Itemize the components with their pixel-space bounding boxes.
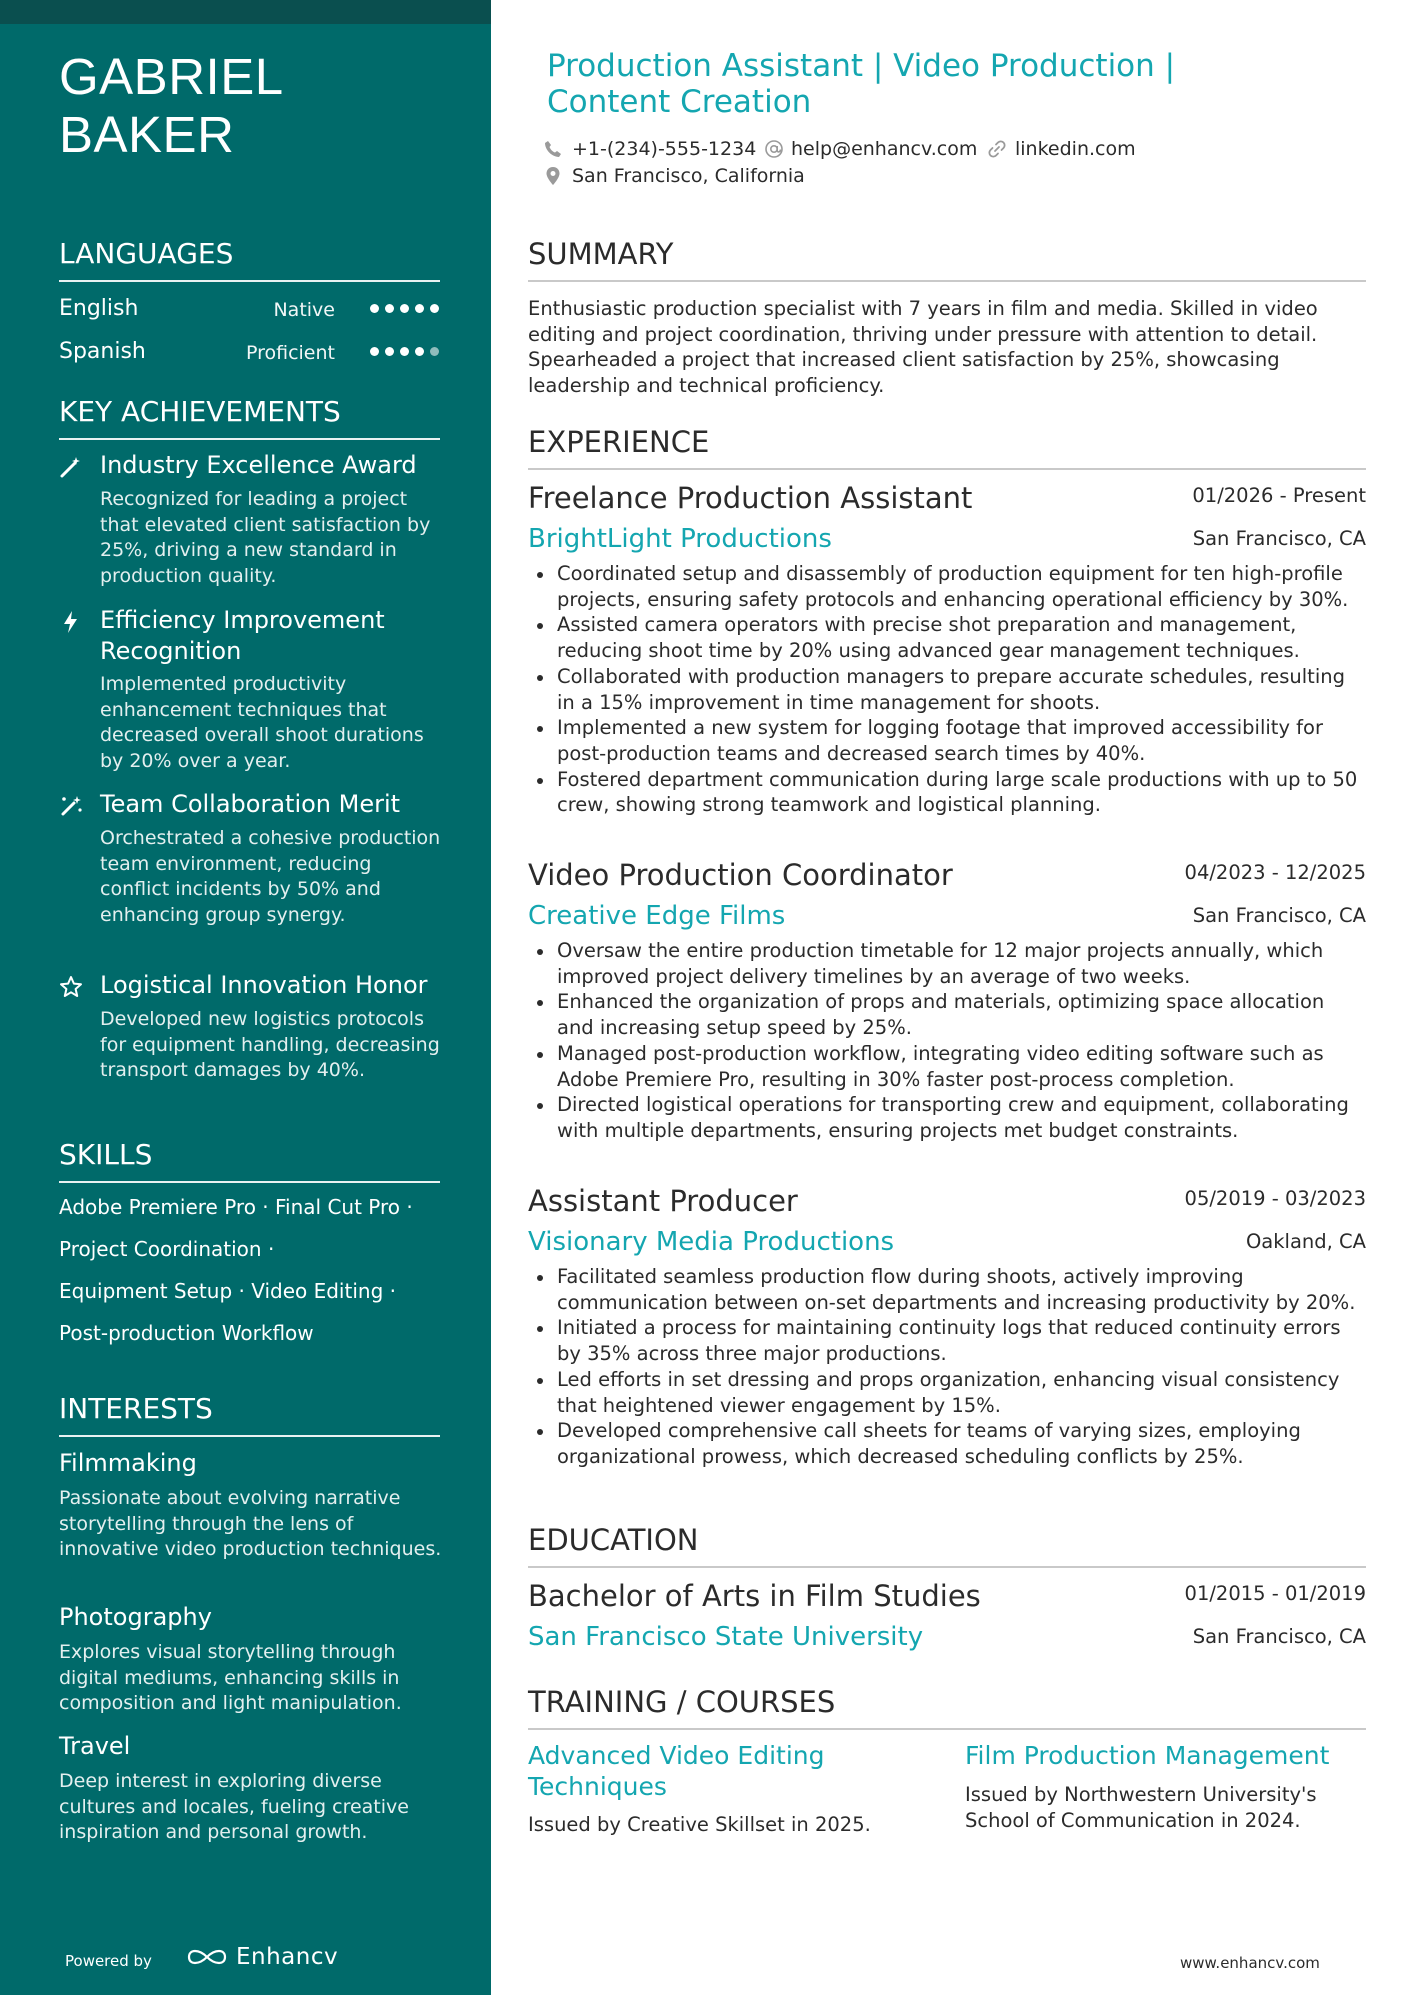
languages-heading: LANGUAGES xyxy=(59,236,440,282)
proficiency-dot-filled xyxy=(430,304,439,313)
course-description: Issued by Creative Skillset in 2025. xyxy=(528,1813,871,1836)
headline: Production Assistant | Video Production | Content Creation xyxy=(547,48,1176,120)
link-icon xyxy=(987,139,1007,159)
location: San Francisco, California xyxy=(572,165,805,187)
proficiency-dots xyxy=(370,304,440,314)
achievements-heading: KEY ACHIEVEMENTS xyxy=(59,394,440,440)
skills-line: Project Coordination · xyxy=(59,1237,275,1261)
job-title: Video Production Coordinator xyxy=(528,858,953,892)
language-item xyxy=(59,337,440,367)
proficiency-dot-filled xyxy=(400,347,409,356)
enhancv-brand: Enhancv xyxy=(236,1944,339,1970)
skills-line: Post-production Workflow xyxy=(59,1321,314,1345)
education-location: San Francisco, CA xyxy=(1192,1625,1366,1648)
summary-heading: SUMMARY xyxy=(528,236,1366,282)
job-dates: 04/2023 - 12/2025 xyxy=(1184,861,1366,884)
language-level: Proficient xyxy=(245,342,335,364)
job-title: Freelance Production Assistant xyxy=(528,481,973,515)
enhancv-logo-icon xyxy=(186,1944,228,1970)
achievement-description: Implemented productivity enhancement techniques that decreased overall shoot durations by 20% over a year. xyxy=(100,673,424,772)
job-dates: 05/2019 - 03/2023 xyxy=(1184,1187,1366,1210)
course-title: Advanced Video Editing Techniques xyxy=(528,1741,825,1801)
linkedin-link[interactable]: linkedin.com xyxy=(1015,138,1136,160)
job-dates: 01/2026 - Present xyxy=(1192,484,1366,507)
proficiency-dot-filled xyxy=(400,304,409,313)
achievement-title: Industry Excellence Award xyxy=(100,451,417,479)
job-bullets xyxy=(528,1264,1366,1470)
skills-heading: SKILLS xyxy=(59,1137,440,1183)
bullet-item: Managed post-production workflow, integrating video editing software such as Adobe Premiere Pro, resulting in 30% faster post-process completion. xyxy=(528,1041,1366,1092)
sidebar xyxy=(0,0,491,1995)
language-item xyxy=(59,294,440,324)
job-bullets xyxy=(528,561,1366,818)
job-bullets xyxy=(528,938,1366,1144)
skills-line: Adobe Premiere Pro · Final Cut Pro · xyxy=(59,1195,413,1219)
education-heading: EDUCATION xyxy=(528,1522,1366,1568)
summary-text: Enthusiastic production specialist with 7 years in film and media. Skilled in video editing and project coordination, thriving under pressure with attention to detail. Spearheaded a project that increased client satisfaction by 25%, showcasing leadership and technical proficiency. xyxy=(528,297,1318,397)
interest-description: Passionate about evolving narrative storytelling through the lens of innovative video production techniques. xyxy=(59,1487,442,1560)
education-dates: 01/2015 - 01/2019 xyxy=(1184,1582,1366,1605)
course-title: Film Production Management xyxy=(965,1741,1330,1770)
achievement-description: Orchestrated a cohesive production team environment, reducing conflict incidents by 50% and enhancing group synergy. xyxy=(100,827,441,926)
proficiency-dot-filled xyxy=(385,304,394,313)
job-location: San Francisco, CA xyxy=(1192,527,1366,550)
interest-title: Filmmaking xyxy=(59,1449,197,1477)
bullet-item: Coordinated setup and disassembly of production equipment for ten high-profile projects, ensuring safety protocols and enhancing operational efficiency by 30%. xyxy=(528,561,1366,612)
bullet-item: Enhanced the organization of props and materials, optimizing space allocation and increasing setup speed by 25%. xyxy=(528,989,1366,1040)
bullet-item: Assisted camera operators with precise shot preparation and management, reducing shoot time by 20% using advanced gear management techniques. xyxy=(528,612,1366,663)
phone-icon xyxy=(543,139,563,159)
course-description: Issued by Northwestern University's School of Communication in 2024. xyxy=(965,1783,1317,1832)
achievement-description: Recognized for leading a project that elevated client satisfaction by 25%, driving a new standard in production quality. xyxy=(100,488,431,587)
bullet-item: Initiated a process for maintaining continuity logs that reduced continuity errors by 35% across three major productions. xyxy=(528,1315,1366,1366)
job-company: BrightLight Productions xyxy=(528,524,832,554)
location-pin-icon xyxy=(543,166,563,186)
job-title: Assistant Producer xyxy=(528,1184,798,1218)
job-location: San Francisco, CA xyxy=(1192,904,1366,927)
magic-wand-icon xyxy=(59,455,83,479)
experience-heading: EXPERIENCE xyxy=(528,424,1366,470)
bullet-item: Led efforts in set dressing and props organization, enhancing visual consistency that heightened viewer engagement by 15%. xyxy=(528,1367,1366,1418)
job-company: Creative Edge Films xyxy=(528,901,786,931)
achievement-title: Efficiency Improvement Recognition xyxy=(100,606,385,665)
proficiency-dot-filled xyxy=(385,347,394,356)
bullet-item: Implemented a new system for logging footage that improved accessibility for post-production teams and decreased search times by 40%. xyxy=(528,715,1366,766)
interest-description: Deep interest in exploring diverse cultures and locales, fueling creative inspiration and personal growth. xyxy=(59,1770,409,1843)
email-icon xyxy=(764,139,784,159)
bullet-item: Directed logistical operations for transporting crew and equipment, collaborating with multiple departments, ensuring projects met budget constraints. xyxy=(528,1092,1366,1143)
school-name: San Francisco State University xyxy=(528,1622,924,1652)
achievement-title: Team Collaboration Merit xyxy=(100,790,401,818)
bullet-item: Collaborated with production managers to prepare accurate schedules, resulting in a 15% improvement in time management for shoots. xyxy=(528,664,1366,715)
interest-title: Photography xyxy=(59,1603,212,1631)
star-icon xyxy=(59,975,83,999)
language-level: Native xyxy=(273,299,335,321)
bullet-item: Oversaw the entire production timetable for 12 major projects annually, which improved project delivery timelines by an average of two weeks. xyxy=(528,938,1366,989)
proficiency-dot-filled xyxy=(415,347,424,356)
proficiency-dots xyxy=(370,347,440,357)
candidate-name: GABRIEL BAKER xyxy=(59,48,282,163)
footer-url[interactable]: www.enhancv.com xyxy=(1180,1954,1320,1972)
job-company: Visionary Media Productions xyxy=(528,1227,895,1257)
proficiency-dot-empty xyxy=(430,347,439,356)
interests-heading: INTERESTS xyxy=(59,1391,440,1437)
bullet-item: Fostered department communication during large scale productions with up to 50 crew, showing strong teamwork and logistical planning. xyxy=(528,767,1366,818)
language-name: English xyxy=(59,296,139,321)
degree-title: Bachelor of Arts in Film Studies xyxy=(528,1579,981,1613)
interest-title: Travel xyxy=(59,1732,131,1760)
achievement-description: Developed new logistics protocols for equipment handling, decreasing transport damages by 40%. xyxy=(100,1008,440,1081)
email-address[interactable]: help@enhancv.com xyxy=(791,138,978,160)
phone-number[interactable]: +1-(234)-555-1234 xyxy=(572,138,757,160)
training-heading: TRAINING / COURSES xyxy=(528,1684,1366,1730)
proficiency-dot-filled xyxy=(370,304,379,313)
sidebar-top-bar xyxy=(0,0,491,24)
interest-description: Explores visual storytelling through digital mediums, enhancing skills in composition and light manipulation. xyxy=(59,1641,402,1714)
lightning-icon xyxy=(59,610,83,634)
skills-line: Equipment Setup · Video Editing · xyxy=(59,1279,396,1303)
proficiency-dot-filled xyxy=(415,304,424,313)
job-location: Oakland, CA xyxy=(1245,1230,1366,1253)
proficiency-dot-filled xyxy=(370,347,379,356)
powered-by-label: Powered by xyxy=(65,1952,152,1970)
bullet-item: Developed comprehensive call sheets for teams of varying sizes, employing organizational prowess, which decreased scheduling conflicts by 25%. xyxy=(528,1418,1366,1469)
bullet-item: Facilitated seamless production flow during shoots, actively improving communication between on-set departments and increasing productivity by 20%. xyxy=(528,1264,1366,1315)
language-name: Spanish xyxy=(59,339,146,364)
magic-wand-sparkle-icon xyxy=(59,794,83,818)
achievement-title: Logistical Innovation Honor xyxy=(100,971,428,999)
